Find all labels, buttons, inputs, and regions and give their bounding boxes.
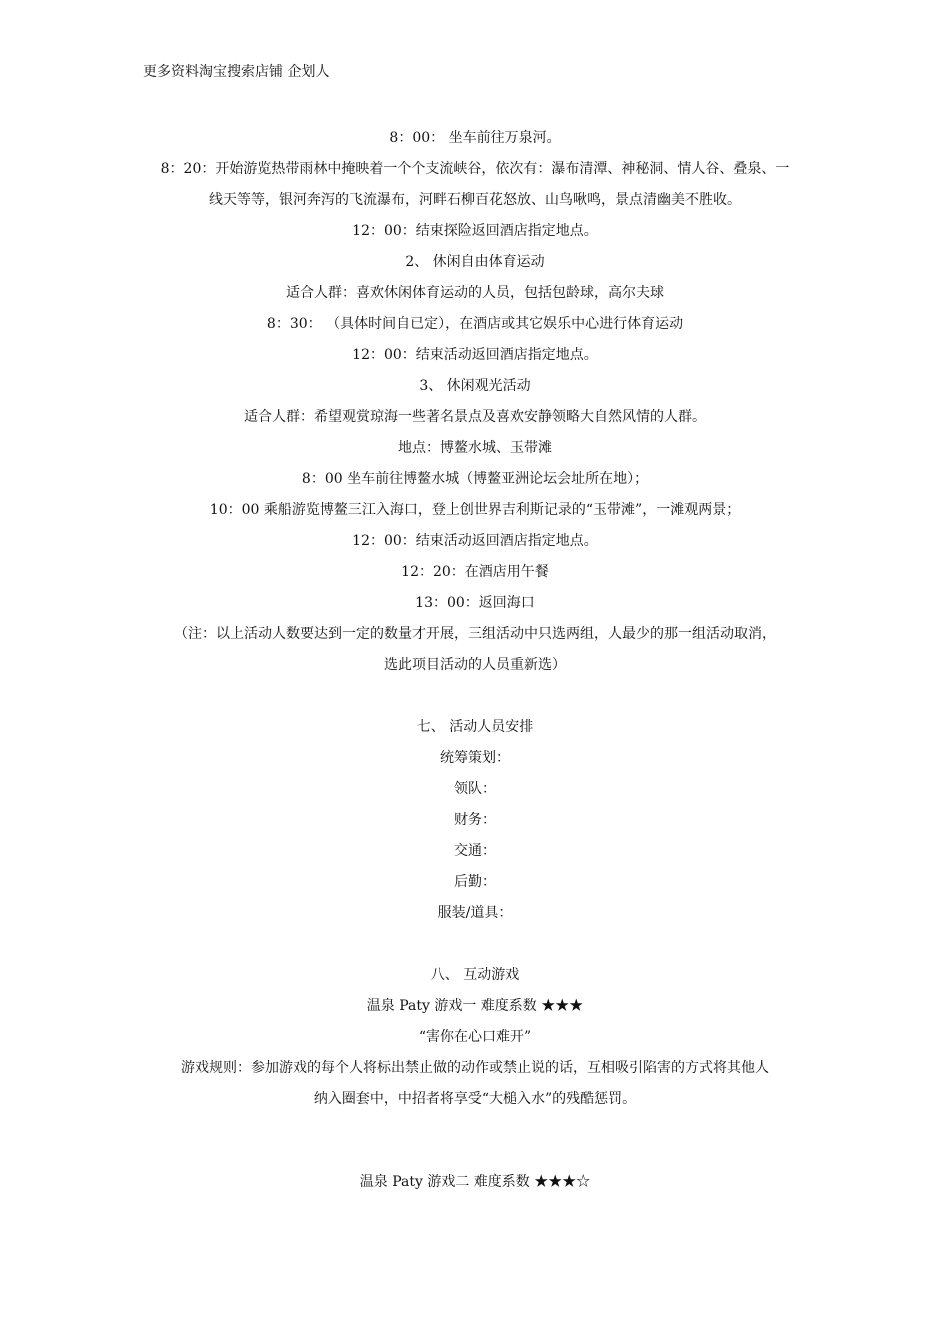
game-title: 温泉 Paty 游戏二 难度系数 ★★★☆: [359, 1174, 591, 1190]
schedule-line: 12：00：结束活动返回酒店指定地点。: [352, 347, 598, 363]
staff-role: 交通：: [454, 843, 496, 859]
staff-role: 后勤：: [454, 874, 496, 890]
section-heading: 3、 休闲观光活动: [419, 378, 531, 394]
location-line: 地点：博鳌水城、玉带滩: [398, 440, 552, 456]
schedule-line: 8：30： （具体时间自已定），在酒店或其它娱乐中心进行体育运动: [266, 316, 684, 332]
schedule-line: 12：00：结束活动返回酒店指定地点。: [352, 533, 598, 549]
staff-role: 财务：: [454, 812, 496, 828]
section-heading: 八、 互动游戏: [430, 967, 520, 983]
schedule-line: 12：00：结束探险返回酒店指定地点。: [352, 223, 598, 239]
note-line: 选此项目活动的人员重新选）: [384, 657, 566, 673]
game-rules: 游戏规则：参加游戏的每个人将标出禁止做的动作或禁止说的话，互相吸引陷害的方式将其他人: [181, 1060, 769, 1076]
staff-role: 领队：: [454, 781, 496, 797]
section-heading: 七、 活动人员安排: [416, 719, 534, 735]
section-heading: 2、 休闲自由体育运动: [405, 254, 545, 270]
schedule-line: 8：20：开始游览热带雨林中掩映着一个个支流峡谷，依次有：瀑布清潭、神秘洞、情人谷、叠泉、一: [160, 161, 790, 177]
schedule-line: 线天等等，银河奔泻的飞流瀑布，河畔石柳百花怒放、山鸟啾鸣，景点清幽美不胜收。: [209, 192, 741, 208]
schedule-line: 10：00 乘船游览博鳌三江入海口，登上创世界吉利斯记录的“玉带滩”，一滩观两景；: [209, 502, 741, 518]
game-name: “害你在心口难开”: [418, 1029, 532, 1045]
staff-role: 统筹策划：: [440, 750, 510, 766]
audience-line: 适合人群：希望观赏琼海一些著名景点及喜欢安静领略大自然风情的人群。: [244, 409, 706, 425]
header-note: 更多资料淘宝搜索店铺 企划人: [143, 64, 330, 80]
schedule-line: 13：00：返回海口: [415, 595, 535, 611]
staff-role: 服装/道具：: [437, 905, 513, 921]
game-rules: 纳入圈套中，中招者将享受“大槌入水”的残酷惩罚。: [313, 1091, 637, 1107]
audience-line: 适合人群：喜欢休闲体育运动的人员，包括包龄球，高尔夫球: [286, 285, 664, 301]
schedule-line: 8：00 坐车前往博鳌水城（博鳌亚洲论坛会址所在地）；: [301, 471, 649, 487]
schedule-line: 12：20：在酒店用午餐: [401, 564, 549, 580]
note-line: （注：以上活动人数要达到一定的数量才开展，三组活动中只选两组，人最少的那一组活动取消，: [174, 626, 776, 642]
schedule-line: 8：00： 坐车前往万泉河。: [389, 130, 561, 146]
game-title: 温泉 Paty 游戏一 难度系数 ★★★: [366, 998, 584, 1014]
